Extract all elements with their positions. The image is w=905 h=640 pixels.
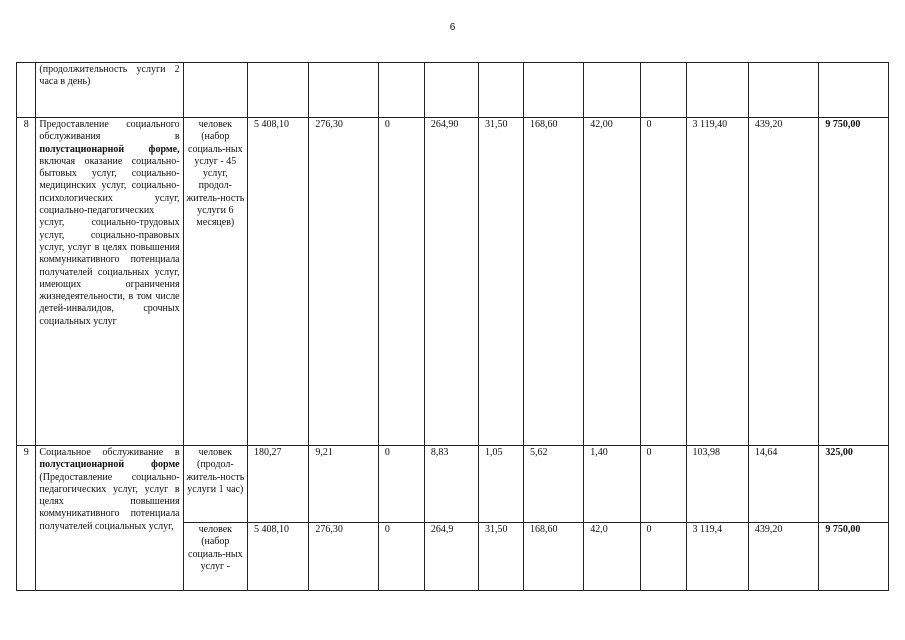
value-cell: 0: [378, 523, 424, 591]
value-cell: 1,05: [479, 446, 524, 523]
value-cell: 0: [640, 118, 686, 446]
value-cell: 42,00: [584, 118, 640, 446]
value-cell: 5 408,10: [248, 523, 309, 591]
value-cell: 103,98: [686, 446, 748, 523]
service-description: (продолжительность услуги 2 часа в день): [36, 63, 183, 118]
value-cell: [748, 63, 819, 118]
unit-cell: человек (продол-житель-ность услуги 1 час): [183, 446, 247, 523]
unit-cell: человек (набор социаль-ных услуг -: [183, 523, 247, 591]
value-cell: 276,30: [309, 523, 379, 591]
value-cell: [584, 63, 640, 118]
value-cell: [424, 63, 478, 118]
value-cell: 168,60: [523, 523, 583, 591]
value-cell: [686, 63, 748, 118]
value-cell: [479, 63, 524, 118]
value-cell: 14,64: [748, 446, 819, 523]
value-cell: 276,30: [309, 118, 379, 446]
value-cell: 5,62: [523, 446, 583, 523]
service-description: Предоставление социального обслуживания в полустационарной форме, включая оказание социально-бытовых услуг, социально-медицинских услуг, социально-психологических услуг, социально-педагогических услуг, социально-трудовых услуг, социально-правовых услуг, услуг в целях повышения коммуникативного потенциала получателей социальных услуг, имеющих ограничения жизнедеятельности, в том числе детей-инвалидов, срочных социальных услуг: [36, 118, 183, 446]
value-cell: 1,40: [584, 446, 640, 523]
value-cell: [248, 63, 309, 118]
value-cell: 0: [378, 446, 424, 523]
value-cell: 264,9: [424, 523, 478, 591]
value-cell: 31,50: [479, 118, 524, 446]
value-cell: 3 119,40: [686, 118, 748, 446]
total-cell: 9 750,00: [819, 523, 889, 591]
table-row: [17, 118, 889, 446]
value-cell: 439,20: [748, 523, 819, 591]
total-cell: [819, 63, 889, 118]
value-cell: [523, 63, 583, 118]
value-cell: 439,20: [748, 118, 819, 446]
value-cell: 0: [378, 118, 424, 446]
value-cell: [309, 63, 379, 118]
page-number: 6: [449, 22, 456, 33]
row-index: 9: [17, 446, 36, 591]
value-cell: 0: [640, 446, 686, 523]
total-cell: 9 750,00: [819, 118, 889, 446]
cost-table: [16, 62, 889, 591]
table-row: [17, 63, 889, 118]
row-index: 8: [17, 118, 36, 446]
value-cell: 9,21: [309, 446, 379, 523]
value-cell: 264,90: [424, 118, 478, 446]
value-cell: 0: [640, 523, 686, 591]
value-cell: 42,0: [584, 523, 640, 591]
table-row: [17, 446, 889, 523]
row-index: [17, 63, 36, 118]
value-cell: 3 119,4: [686, 523, 748, 591]
service-description: Социальное обслуживание в полустационарной форме (Предоставление социально-педагогических услуг, услуг в целях повышения коммуникативного потенциала получателей социальных услуг,: [36, 446, 183, 591]
value-cell: 180,27: [248, 446, 309, 523]
unit-cell: человек (набор социаль-ных услуг - 45 услуг, продол-житель-ность услуги 6 месяцев): [183, 118, 247, 446]
value-cell: 8,83: [424, 446, 478, 523]
value-cell: [640, 63, 686, 118]
value-cell: 5 408,10: [248, 118, 309, 446]
total-cell: 325,00: [819, 446, 889, 523]
value-cell: 168,60: [523, 118, 583, 446]
unit-cell: [183, 63, 247, 118]
value-cell: 31,50: [479, 523, 524, 591]
value-cell: [378, 63, 424, 118]
